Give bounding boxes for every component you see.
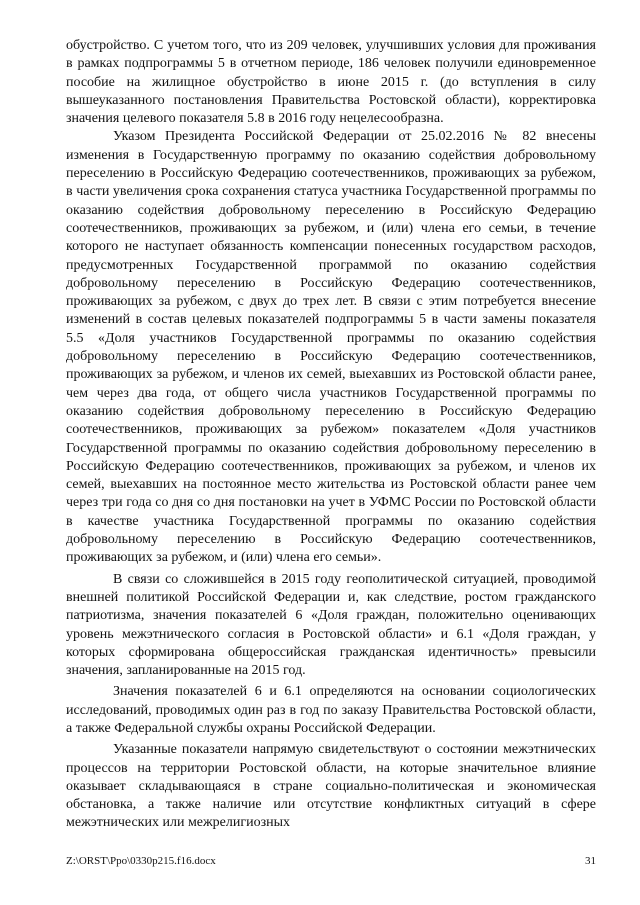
paragraph-presidential-decree: Указом Президента Российской Федерации от 25.02.2016 № 82 внесены изменения в Государственную программу по оказанию содействия добровольному переселению в Российскую Федерацию соотечественников, проживающих за рубежом, в части увеличения срока сохранения статуса участника Государственной программы по оказанию содействия добровольному переселению в Российскую Федерацию соотечественников, проживающих за рубежом, и (или) члена его семьи, в течение которого не наступает обязанность компенсации понесенных государством расходов, предусмотренных Государственной программой по оказанию содействия добровольному переселению в Российскую Федерацию соотечественников, проживающих за рубежом, с двух до трех лет. В связи с этим потребуется внесение изменений в состав целевых показателей подпрограммы 5 в части замены показателя 5.5 «Доля участников Государственной программы по оказанию содействия добровольному переселению в Российскую Федерацию соотечественников, проживающих за рубежом, и членов их семей, выехавших из Ростовской области ранее, чем через два года, от общего числа участников Государственной программы по оказанию содействия добровольному переселению в Российскую Федерацию соотечественников, проживающих за рубежом» показателем «Доля участников Государственной программы по оказанию содействия добровольному переселению в Российскую Федерацию соотечественников, проживающих за рубежом, и членов их семей, выехавших на постоянное место жительства из Ростовской области ранее чем через три года со дня со дня постановки на учет в УФМС России по Ростовской области в качестве участника Государственной программы по оказанию содействия добровольному переселению в Российскую Федерацию соотечественников, проживающих за рубежом, и (или) члена его семьи».	[66, 129, 596, 566]
paragraph-continuation: обустройство. С учетом того, что из 209 человек, улучшивших условия для проживания в рамках подпрограммы 5 в отчетном периоде, 186 человек получили единовременное пособие на жилищное обустройство в июне 2015 г. (до вступления в силу вышеуказанного постановления Правительства Ростовской области), корректировка значения целевого показателя 5.8 в 2016 году нецелесообразна.	[66, 38, 596, 127]
paragraph-indicator-values: Значения показателей 6 и 6.1 определяются на основании социологических исследований, проводимых один раз в год по заказу Правительства Ростовской области, а также Федеральной службы охраны Российской Федерации.	[66, 684, 596, 736]
paragraph-geopolitical-situation: В связи со сложившейся в 2015 году геополитической ситуацией, проводимой внешней политикой Российской Федерации и, как следствие, ростом гражданского патриотизма, значения показателей 6 «Доля граждан, положительно оценивающих уровень межэтнического согласия в Ростовской области» и 6.1 «Доля граждан, у которых сформирована общероссийская гражданская идентичность» превысили значения, запланированные на 2015 год.	[66, 571, 596, 679]
paragraph-interethnic-processes: Указанные показатели напрямую свидетельствуют о состоянии межэтнических процессов на территории Ростовской области, на которые значительное влияние оказывает складывающаяся в стране социально-политическая и экономическая обстановка, а также наличие или отсутствие конфликтных ситуаций в сфере межэтнических или межрелигиозных	[66, 742, 596, 831]
page-number: 31	[585, 855, 596, 867]
document-body	[66, 37, 596, 833]
footer-file-path: Z:\ORST\Ppo\0330p215.f16.docx	[66, 855, 216, 867]
